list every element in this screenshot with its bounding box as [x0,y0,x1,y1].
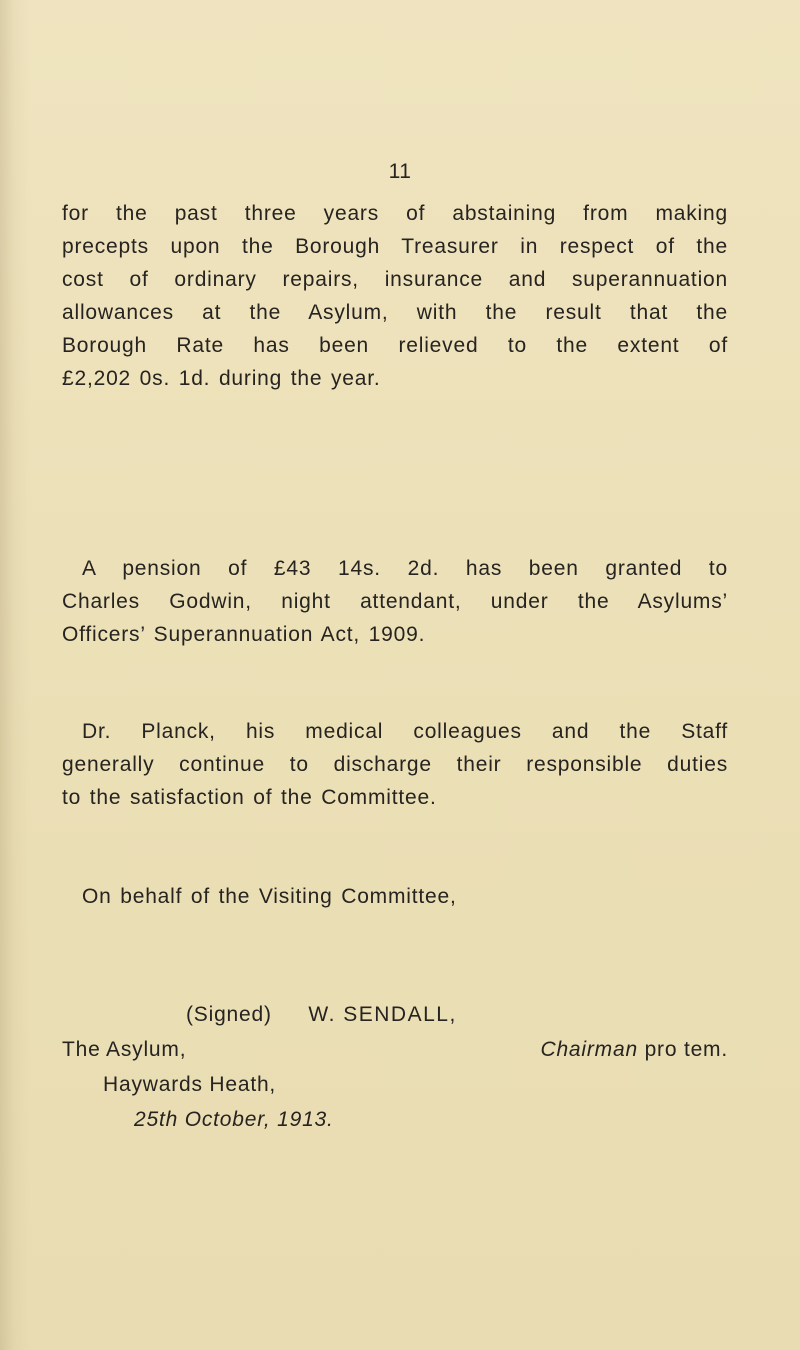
text-line: £2,202 0s. 1d. during the year. [62,367,381,390]
text-line: Dr. Planck, his medical colleagues and the Staff [82,720,728,743]
text-line: A pension of £43 14s. 2d. has been granted to [82,557,728,580]
text-line: to the satisfaction of the Committee. [62,786,437,809]
signatory-role [540,1038,728,1062]
text-line: Borough Rate has been relieved to the extent of [62,334,728,357]
document-date: 25th October, 1913. [134,1108,334,1131]
address-line: Haywards Heath, [103,1073,277,1096]
text-line: generally continue to discharge their responsible duties [62,753,728,776]
paragraph-staff [62,715,728,814]
text-line: allowances at the Asylum, with the result that the [62,301,728,324]
paragraph-on-behalf [62,880,728,913]
text-line: Officers’ Superannuation Act, 1909. [62,623,426,646]
text-line: precepts upon the Borough Treasurer in respect of the [62,235,728,258]
text-line: for the past three years of abstaining from making [62,202,728,225]
text-line: cost of ordinary repairs, insurance and superannuation [62,268,728,291]
address-line: The Asylum, [62,1038,187,1061]
page-number: 11 [388,160,412,183]
text-line: Charles Godwin, night attendant, under the Asylums’ [62,590,728,613]
paragraph-asylum-precepts [62,197,728,395]
signatory-name: W. SENDALL, [308,1003,457,1026]
role-title: Chairman [540,1038,638,1061]
role-suffix: pro tem. [644,1038,728,1061]
text-line: On behalf of the Visiting Committee, [82,885,457,908]
signed-label: (Signed) [186,1003,272,1026]
paragraph-pension [62,552,728,651]
signature-line [186,1003,457,1027]
